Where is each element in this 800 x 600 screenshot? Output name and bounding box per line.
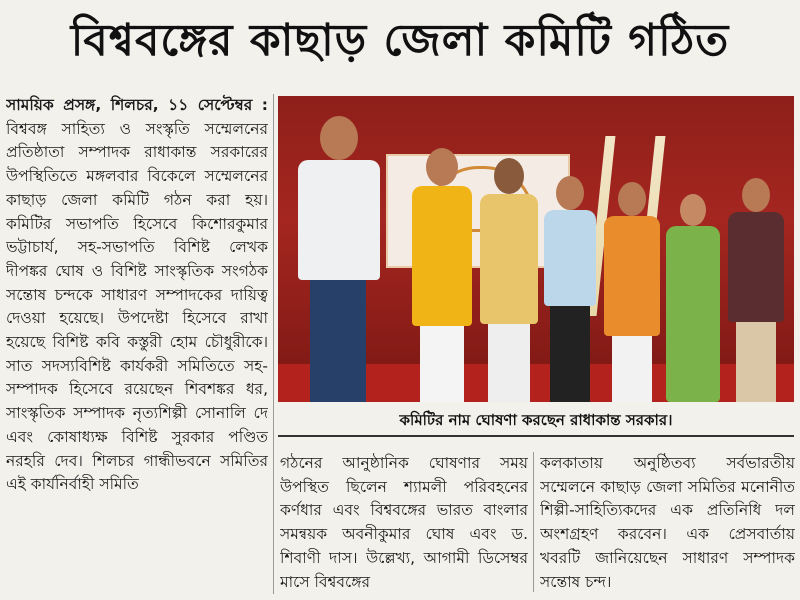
- person-blue-shirt: [540, 176, 600, 402]
- article-column-3: [540, 452, 795, 592]
- article-column-2: [280, 452, 528, 592]
- column-divider: [273, 94, 274, 594]
- article-column-1: [6, 94, 268, 594]
- news-photo: [278, 96, 794, 402]
- person-yellow-kurta: [406, 148, 478, 402]
- person-saree: [662, 194, 724, 402]
- column-1-text: বিশ্ববঙ্গ সাহিত্য ও সংস্কৃতি সম্মেলনের প্রতিষ্ঠাতা সম্পাদক রাধাকান্ত সরকারের উপস্থিতিতে মঙ্গলবার বিকেলে সম্মেলনের কাছাড় জেলা কমিটি গঠন করা হয়। কমিটির সভাপতি হিসেবে কিশোরকুমার ভট্টাচার্য, সহ-সভাপতি বিশিষ্ট লেখক দীপঙ্কর ঘোষ ও বিশিষ্ট সাংস্কৃতিক সংগঠক সন্তোষ চন্দকে সাধারণ সম্পাদকের দায়িত্ব দেওয়া হয়েছে। উপদেষ্টা হিসেবে রাখা হয়েছে বিশিষ্ট কবি কস্তুরী হোম চৌধুরীকে। সাত সদস্যবিশিষ্ট কার্যকরী সমিতিতে সহ-সম্পাদক হিসেবে রয়েছেন শিবশঙ্কর ধর, সাংস্কৃতিক সম্পাদক নৃত্যশিল্পী সোনালি দে এবং কোষাধ্যক্ষ বিশিষ্ট সুরকার পণ্ডিত নরহরি দেব। শিলচর গান্ধীভবনে সমিতির এই কার্যনির্বাহী সমিতি: [6, 119, 268, 494]
- headline: বিশ্ববঙ্গের কাছাড় জেলা কমিটি গঠিত: [70, 14, 730, 66]
- column-divider: [533, 452, 534, 592]
- person-orange-kurta: [600, 182, 664, 402]
- dateline: সাময়িক প্রসঙ্গ, শিলচর, ১১ সেপ্টেম্বর :: [6, 96, 268, 114]
- person-speaker: [280, 116, 390, 402]
- column-2-text: গঠনের আনুষ্ঠানিক ঘোষণার সময় উপস্থিত ছিলেন শ্যামলী পরিবহনের কর্ণধার এবং বিশ্ববঙ্গের ভারত বাংলার সমন্বয়ক অবনীকুমার ঘোষ এবং ড. শিবাণী দাস। উল্লেখ্য, আগামী ডিসেম্বর মাসে বিশ্ববঙ্গের: [280, 454, 528, 591]
- column-3-text: কলকাতায় অনুষ্ঠিতব্য সর্বভারতীয় সম্মেলনে কাছাড় জেলা সমিতির মনোনীত শিল্পী-সাহিত্যিকদের এক প্রতিনিধি দল অংশগ্রহণ করবেন। এক প্রেসবার্তায় খবরটি জানিয়েছেন সাধারণ সম্পাদক সন্তোষ চন্দ।: [540, 454, 795, 591]
- person-right: [722, 178, 788, 402]
- person-third: [476, 158, 542, 402]
- photo-caption: কমিটির নাম ঘোষণা করছেন রাধাকান্ত সরকার।: [278, 407, 794, 437]
